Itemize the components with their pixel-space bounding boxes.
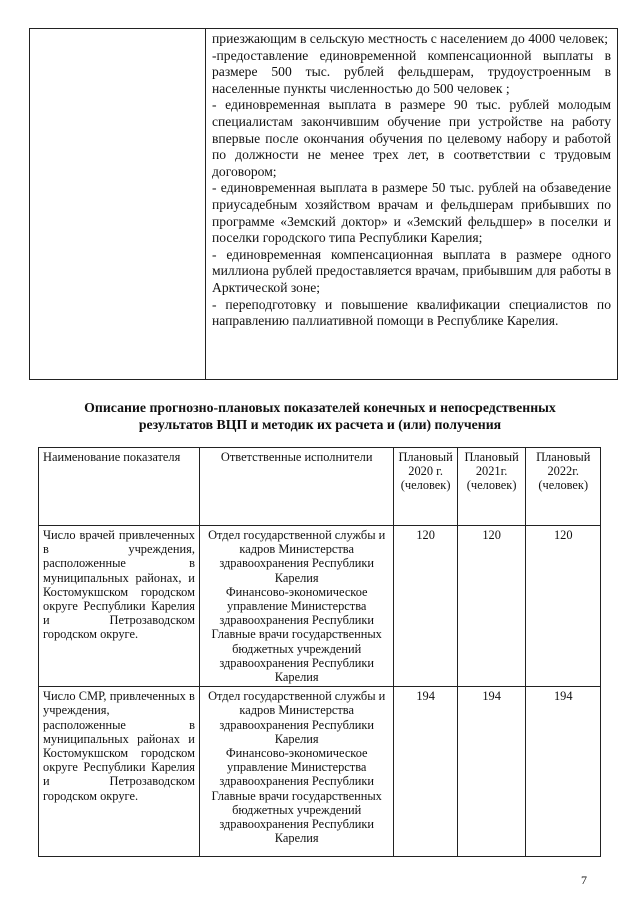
executor-item: Финансово-экономическое управление Министерства здравоохранения Республики [219, 584, 375, 628]
row-value-2021: 120 [457, 526, 526, 687]
table-row [39, 687, 601, 857]
continuation-table [29, 28, 618, 380]
page-number: 7 [581, 873, 587, 887]
row-value-2022: 194 [526, 687, 601, 857]
header-plan-2020: Плановый 2020 г. (человек) [394, 448, 457, 526]
row-name: Число СМР, привлеченных в учреждения, расположенные в муниципальных районах и Костомукшском городском округе Республики Карелия и Петрозаводском городском округе. [39, 687, 200, 857]
section-heading-line1: Описание прогнозно-плановых показателей конечных и непосредственных [84, 400, 556, 415]
continuation-line: - единовременная компенсационная выплата в размере одного миллиона рублей предоставляется врачам, прибывшим для работы в Арктической зоне; [212, 246, 611, 295]
row-name: Число врачей привлеченных в учреждения, расположенные в муниципальных районах, и Костомукшском городском округе Республики Карелия и Петрозаводском городском округе. [39, 526, 200, 687]
row-executors [199, 687, 394, 857]
table-row [39, 526, 601, 687]
continuation-line: - единовременная выплата в размере 50 тыс. рублей на обзаведение приусадебным хозяйством врачам и фельдшерам прибывших по программе «Земский доктор» и «Земский фельдшер» в поселки и поселки городского типа Республики Карелия; [212, 180, 611, 246]
continuation-line: - единовременная выплата в размере 90 тыс. рублей молодым специалистам закончившим обучение при устройстве на работу впервые после окончания обучения по целевому набору и работой по должности не менее трех лет, в соответствии с трудовым договором; [212, 97, 611, 179]
row-executors [199, 526, 394, 687]
header-plan-2021: Плановый 2021г. (человек) [457, 448, 526, 526]
row-value-2020: 194 [394, 687, 457, 857]
header-plan-2022: Плановый 2022г. (человек) [526, 448, 601, 526]
continuation-line: -предоставление единовременной компенсационной выплаты в размере 500 тыс. рублей фельдшерам, трудоустроенным в населенные пункты численностью до 500 человек ; [212, 47, 611, 96]
row-value-2021: 194 [457, 687, 526, 857]
continuation-text-cell [206, 29, 617, 379]
continuation-line: - переподготовку и повышение квалификации специалистов по направлению паллиативной помощи в Республике Карелия. [212, 296, 611, 329]
executor-item: Финансово-экономическое управление Министерства здравоохранения Республики [219, 746, 375, 789]
executor-item: Главные врачи государственных бюджетных учреждений здравоохранения Республики Карелия [211, 788, 382, 846]
executor-item: Отдел государственной службы и кадров Министерства здравоохранения Республики Карелия [208, 689, 386, 746]
section-heading [40, 400, 600, 433]
continuation-line: приезжающим в сельскую местность с населением до 4000 человек; [212, 31, 609, 46]
indicators-table [38, 447, 601, 857]
executor-item: Отдел государственной службы и кадров Министерства здравоохранения Республики Карелия [208, 528, 386, 585]
row-value-2022: 120 [526, 526, 601, 687]
table-header-row [39, 448, 601, 526]
header-name: Наименование показателя [39, 448, 200, 526]
header-executors: Ответственные исполнители [199, 448, 394, 526]
continuation-left-cell [30, 29, 206, 379]
section-heading-line2: результатов ВЦП и методик их расчета и (или) получения [138, 416, 502, 432]
executor-item: Главные врачи государственных бюджетных учреждений здравоохранения Республики Карелия [211, 627, 382, 685]
row-value-2020: 120 [394, 526, 457, 687]
